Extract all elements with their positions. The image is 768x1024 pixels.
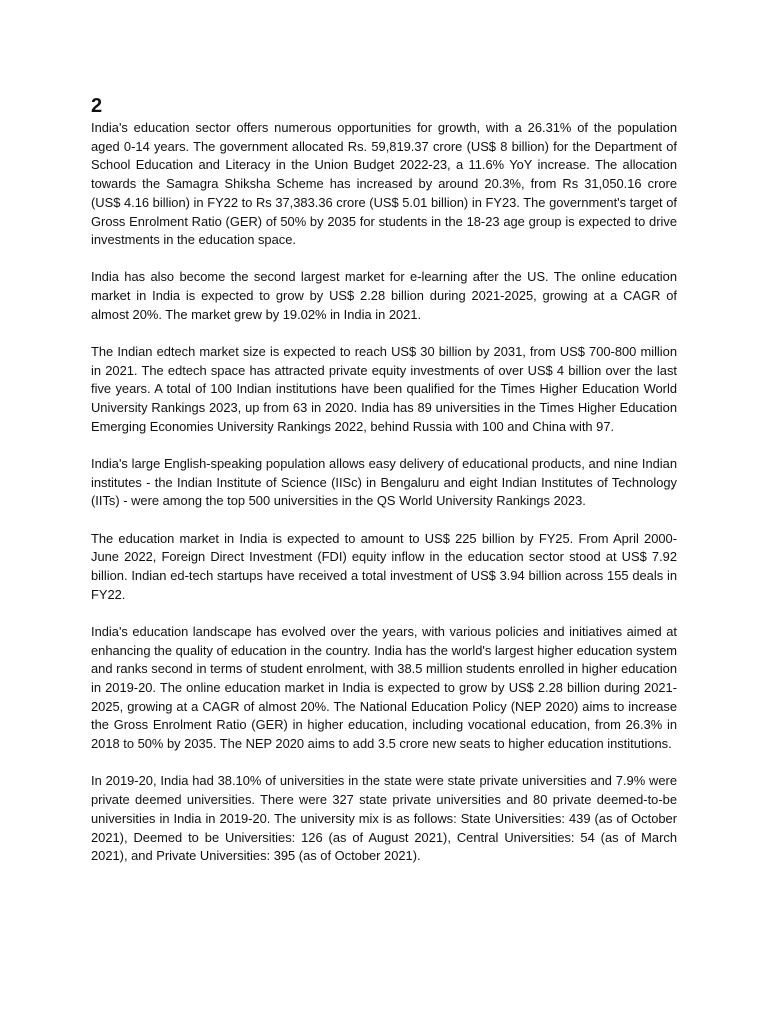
- paragraph-e-learning-market: India has also become the second largest market for e-learning after the US. The online education market in India is expected to grow by US$ 2.28 billion during 2021-2025, growing at a CAGR of almost 20%. The market grew by 19.02% in India in 2021.: [91, 269, 677, 322]
- paragraph-edtech-market-size: The Indian edtech market size is expected to reach US$ 30 billion by 2031, from US$ 700-800 million in 2021. The edtech space has attracted private equity investments of over US$ 4 billion over the last five years. A total of 100 Indian institutions have been qualified for the Times Higher Education World University Rankings 2023, up from 63 in 2020. India has 89 universities in the Times Higher Education Emerging Economies University Rankings 2022, behind Russia with 100 and China with 97.: [91, 344, 677, 434]
- paragraph-education-landscape: India's education landscape has evolved over the years, with various policies and initiatives aimed at enhancing the quality of education in the country. India has the world's largest higher education system and ranks second in terms of student enrolment, with 38.5 million students enrolled in higher education in 2019-20. The online education market in India is expected to grow by US$ 2.28 billion during 2021-2025, growing at a CAGR of almost 20%. The National Education Policy (NEP 2020) aims to increase the Gross Enrolment Ratio (GER) in higher education, including vocational education, from 26.3% in 2018 to 50% by 2035. The NEP 2020 aims to add 3.5 crore new seats to higher education institutions.: [91, 623, 677, 752]
- paragraph-university-mix: In 2019-20, India had 38.10% of universities in the state were state private universities and 7.9% were private deemed universities. There were 327 state private universities and 80 private deemed-to-be universities in India in 2019-20. The university mix is as follows: State Universities: 439 (as of October 2021), Deemed to be Universities: 126 (as of August 2021), Central Universities: 54 (as of March 2021), and Private Universities: 395 (as of October 2021).: [91, 773, 677, 864]
- paragraph-education-market-fdi: The education market in India is expected to amount to US$ 225 billion by FY25. From April 2000-June 2022, Foreign Direct Investment (FDI) equity inflow in the education sector stood at US$ 7.92 billion. Indian ed-tech startups have received a total investment of US$ 3.94 billion across 155 deals in FY22.: [91, 530, 677, 602]
- paragraph-english-speaking-population: India's large English-speaking population allows easy delivery of educational products, and nine Indian institutes - the Indian Institute of Science (IISc) in Bengaluru and eight Indian Institutes of Technology (IITs) - were among the top 500 universities in the QS World University Rankings 2023.: [91, 456, 677, 509]
- page-number: 2: [91, 95, 103, 117]
- document-page: [91, 94, 677, 884]
- paragraph-education-sector-growth: India's education sector offers numerous opportunities for growth, with a 26.31% of the population aged 0-14 years. The government allocated Rs. 59,819.37 crore (US$ 8 billion) for the Department of School Education and Literacy in the Union Budget 2022-23, a 11.6% YoY increase. The allocation towards the Samagra Shiksha Scheme has increased by around 20.3%, from Rs 31,050.16 crore (US$ 4.16 billion) in FY22 to Rs 37,383.36 crore (US$ 5.01 billion) in FY23. The government's target of Gross Enrolment Ratio (GER) of 50% by 2035 for students in the 18-23 age group is expected to drive investments in the education space.: [91, 120, 677, 248]
